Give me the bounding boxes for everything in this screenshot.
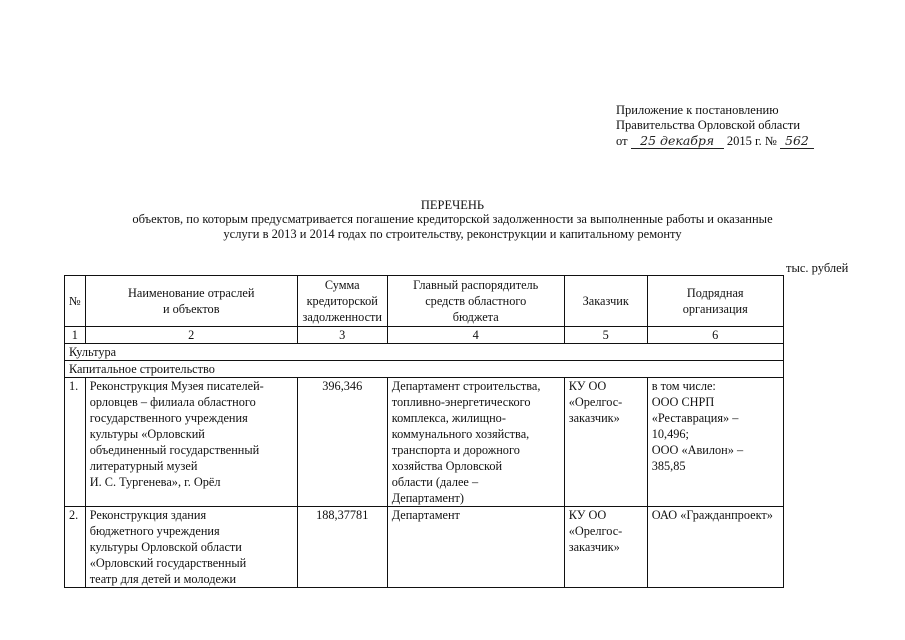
- header-budget-administrator: Главный распорядитель средств областного бюджета: [387, 276, 564, 327]
- table-row: [65, 507, 784, 588]
- header-contractor: Подрядная организация: [647, 276, 783, 327]
- budget-administrator: Департамент строительства, топливно-энергетического комплекса, жилищно- коммунального хозяйства, транспорта и дорожного хозяйства Орловской области (далее – Департамент): [387, 378, 564, 507]
- table-row: [65, 378, 784, 507]
- column-number-row: [65, 327, 784, 344]
- header-row: [65, 276, 784, 327]
- units-label: тыс. рублей: [786, 261, 849, 275]
- appendix-date-line: [616, 133, 814, 149]
- header-debt-amount: Сумма кредиторской задолженности: [297, 276, 387, 327]
- date-prefix: от: [616, 134, 628, 148]
- objects-table: [64, 275, 784, 588]
- header-number: №: [65, 276, 86, 327]
- subsection-row: [65, 361, 784, 378]
- appendix-line-2: Правительства Орловской области: [616, 118, 801, 132]
- header-customer: Заказчик: [564, 276, 647, 327]
- contractor: в том числе: ООО СНРП «Реставрация» – 10,496; ООО «Авилон» – 385,85: [647, 378, 783, 507]
- section-row: [65, 344, 784, 361]
- appendix-block: [616, 103, 814, 149]
- year-number-label: 2015 г. №: [726, 134, 777, 148]
- handwritten-date: 25 декабря: [631, 133, 724, 149]
- column-number-4: 4: [387, 327, 564, 344]
- subsection-capital-construction: Капитальное строительство: [65, 361, 784, 378]
- appendix-line-1: Приложение к постановлению: [616, 103, 779, 117]
- debt-amount: 188,37781: [297, 507, 387, 588]
- column-number-3: 3: [297, 327, 387, 344]
- handwritten-number: 562: [780, 133, 814, 149]
- document-title: ПЕРЕЧЕНЬ: [420, 198, 485, 212]
- contractor: ОАО «Гражданпроект»: [647, 507, 783, 588]
- object-name: Реконструкция Музея писателей- орловцев – филиала областного государственного учреждения культуры «Орловский объединенный государственный литературный музей И. С. Тургенева», г. Орёл: [85, 378, 297, 507]
- customer: КУ ОО «Орелгос- заказчик»: [564, 378, 647, 507]
- row-number: 1.: [65, 378, 86, 507]
- column-number-6: 6: [647, 327, 783, 344]
- debt-amount: 396,346: [297, 378, 387, 507]
- column-number-1: 1: [65, 327, 86, 344]
- column-number-2: 2: [85, 327, 297, 344]
- customer: КУ ОО «Орелгос- заказчик»: [564, 507, 647, 588]
- document-subtitle-line-1: объектов, по которым предусматривается погашение кредиторской задолженности за выполненные работы и оказанные: [132, 212, 773, 226]
- object-name: Реконструкция здания бюджетного учреждения культуры Орловской области «Орловский государственный театр для детей и молодежи: [85, 507, 297, 588]
- header-name: Наименование отраслей и объектов: [85, 276, 297, 327]
- column-number-5: 5: [564, 327, 647, 344]
- row-number: 2.: [65, 507, 86, 588]
- document-subtitle-line-2: услуги в 2013 и 2014 годах по строительству, реконструкции и капитальному ремонту: [223, 227, 682, 241]
- section-culture: Культура: [65, 344, 784, 361]
- budget-administrator: Департамент: [387, 507, 564, 588]
